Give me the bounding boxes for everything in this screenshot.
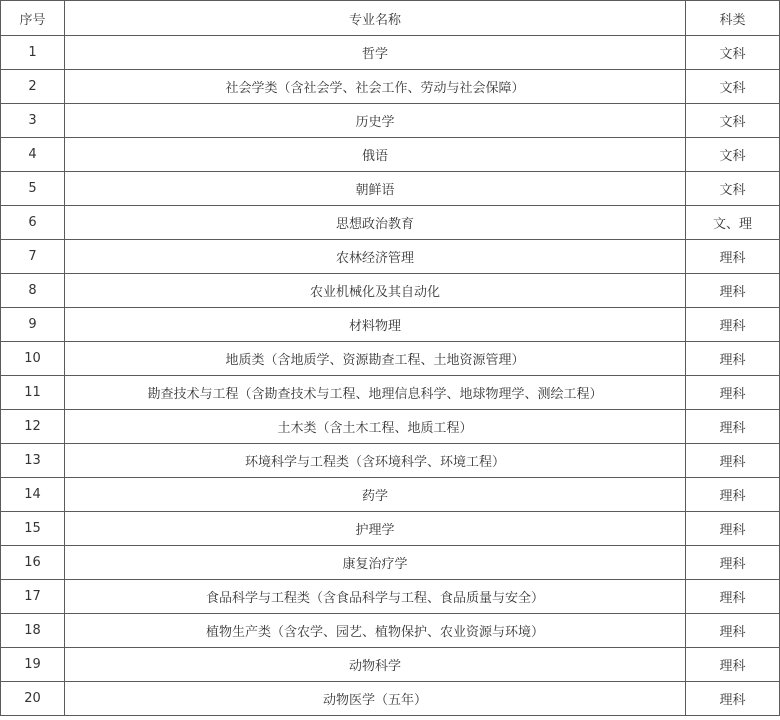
cell-category: 文科 (686, 36, 780, 70)
table-row (1, 36, 780, 70)
cell-index: 8 (1, 274, 65, 308)
cell-index: 16 (1, 546, 65, 580)
table-row (1, 512, 780, 546)
table-row (1, 580, 780, 614)
cell-category: 理科 (686, 682, 780, 716)
table-body (1, 36, 780, 716)
table-row (1, 410, 780, 444)
cell-category: 理科 (686, 580, 780, 614)
cell-category: 理科 (686, 240, 780, 274)
cell-index: 1 (1, 36, 65, 70)
table-row (1, 648, 780, 682)
cell-index: 4 (1, 138, 65, 172)
cell-name: 环境科学与工程类（含环境科学、环境工程） (65, 444, 686, 478)
table-row (1, 240, 780, 274)
cell-category: 文科 (686, 104, 780, 138)
cell-index: 9 (1, 308, 65, 342)
cell-name: 农业机械化及其自动化 (65, 274, 686, 308)
cell-index: 14 (1, 478, 65, 512)
table-row (1, 546, 780, 580)
cell-index: 2 (1, 70, 65, 104)
cell-category: 理科 (686, 546, 780, 580)
cell-category: 理科 (686, 478, 780, 512)
table-row (1, 206, 780, 240)
cell-index: 13 (1, 444, 65, 478)
cell-category: 文、理 (686, 206, 780, 240)
cell-name: 勘查技术与工程（含勘查技术与工程、地理信息科学、地球物理学、测绘工程） (65, 376, 686, 410)
cell-name: 朝鲜语 (65, 172, 686, 206)
cell-name: 动物科学 (65, 648, 686, 682)
cell-category: 文科 (686, 70, 780, 104)
cell-category: 理科 (686, 308, 780, 342)
cell-index: 18 (1, 614, 65, 648)
table-row (1, 444, 780, 478)
header-category: 科类 (686, 1, 780, 36)
cell-name: 食品科学与工程类（含食品科学与工程、食品质量与安全） (65, 580, 686, 614)
cell-name: 护理学 (65, 512, 686, 546)
cell-category: 理科 (686, 376, 780, 410)
cell-name: 植物生产类（含农学、园艺、植物保护、农业资源与环境） (65, 614, 686, 648)
cell-category: 理科 (686, 512, 780, 546)
table-row (1, 104, 780, 138)
table-row (1, 376, 780, 410)
cell-category: 理科 (686, 274, 780, 308)
cell-category: 理科 (686, 342, 780, 376)
cell-index: 15 (1, 512, 65, 546)
table-row (1, 682, 780, 716)
cell-index: 17 (1, 580, 65, 614)
header-row (1, 1, 780, 36)
table-row (1, 478, 780, 512)
table-row (1, 308, 780, 342)
table-row (1, 342, 780, 376)
cell-category: 理科 (686, 444, 780, 478)
cell-index: 3 (1, 104, 65, 138)
table-row (1, 614, 780, 648)
cell-name: 农林经济管理 (65, 240, 686, 274)
cell-index: 19 (1, 648, 65, 682)
cell-category: 文科 (686, 172, 780, 206)
cell-name: 思想政治教育 (65, 206, 686, 240)
cell-name: 社会学类（含社会学、社会工作、劳动与社会保障） (65, 70, 686, 104)
cell-index: 5 (1, 172, 65, 206)
cell-index: 11 (1, 376, 65, 410)
header-index: 序号 (1, 1, 65, 36)
cell-category: 文科 (686, 138, 780, 172)
cell-index: 20 (1, 682, 65, 716)
table-header (1, 1, 780, 36)
cell-index: 7 (1, 240, 65, 274)
table-row (1, 274, 780, 308)
cell-name: 药学 (65, 478, 686, 512)
table-row (1, 138, 780, 172)
cell-category: 理科 (686, 648, 780, 682)
cell-name: 地质类（含地质学、资源勘查工程、土地资源管理） (65, 342, 686, 376)
cell-name: 动物医学（五年） (65, 682, 686, 716)
cell-name: 俄语 (65, 138, 686, 172)
cell-category: 理科 (686, 614, 780, 648)
cell-index: 6 (1, 206, 65, 240)
cell-index: 10 (1, 342, 65, 376)
table-row (1, 70, 780, 104)
table-row (1, 172, 780, 206)
cell-name: 材料物理 (65, 308, 686, 342)
cell-name: 康复治疗学 (65, 546, 686, 580)
cell-name: 哲学 (65, 36, 686, 70)
cell-name: 历史学 (65, 104, 686, 138)
header-name: 专业名称 (65, 1, 686, 36)
cell-name: 土木类（含土木工程、地质工程） (65, 410, 686, 444)
cell-category: 理科 (686, 410, 780, 444)
cell-index: 12 (1, 410, 65, 444)
